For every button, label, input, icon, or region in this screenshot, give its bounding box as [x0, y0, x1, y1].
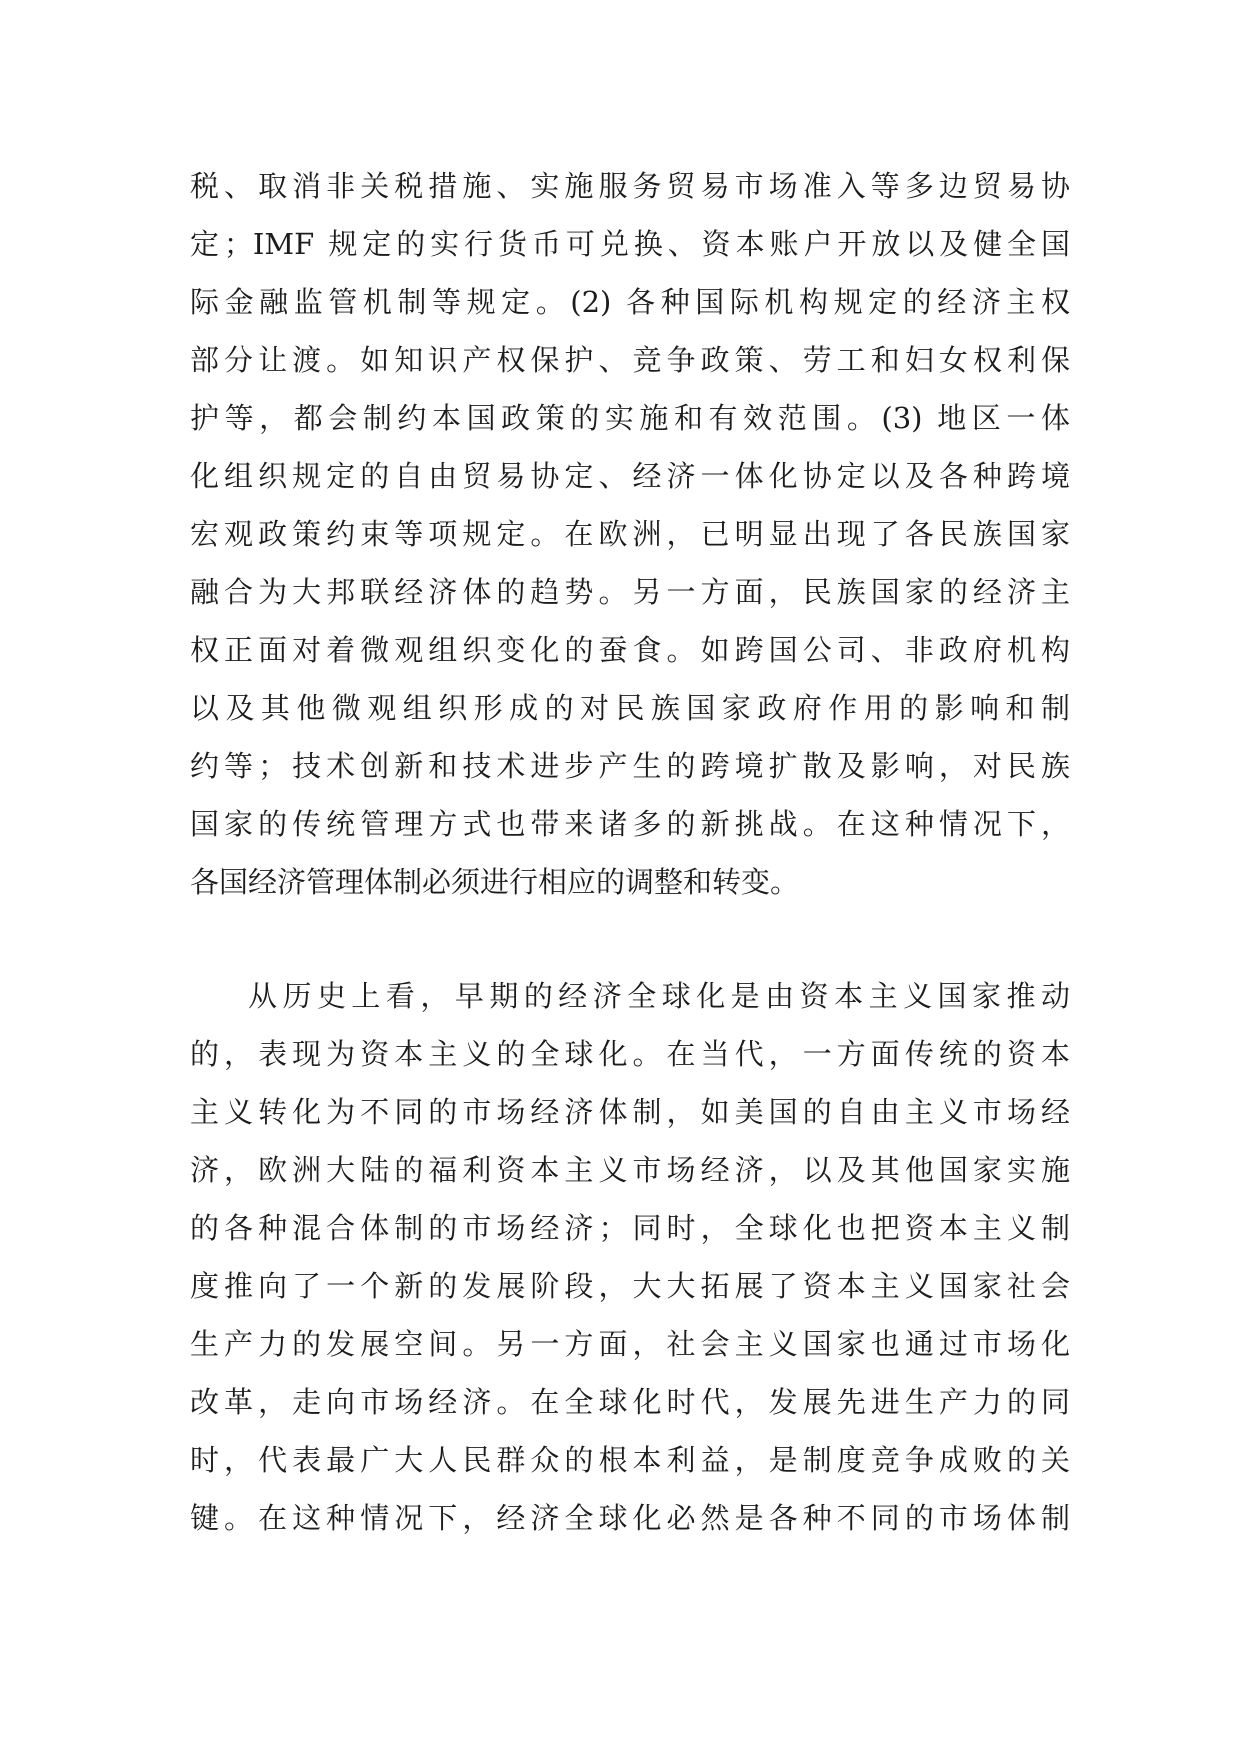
text-line: 以及其他微观组织形成的对民族国家政府作用的影响和制: [190, 691, 1070, 725]
text-line: 的，表现为资本主义的全球化。在当代，一方面传统的资本: [190, 1037, 1070, 1071]
paragraph-2: [190, 967, 1070, 1547]
text-line: 主义转化为不同的市场经济体制，如美国的自由主义市场经: [190, 1095, 1070, 1129]
text-line: 生产力的发展空间。另一方面，社会主义国家也通过市场化: [190, 1327, 1070, 1361]
text-line: 国家的传统管理方式也带来诸多的新挑战。在这种情况下，: [190, 807, 1070, 841]
text-line: 融合为大邦联经济体的趋势。另一方面，民族国家的经济主: [190, 575, 1070, 609]
paragraph-1: [190, 157, 1070, 911]
text-line: 度推向了一个新的发展阶段，大大拓展了资本主义国家社会: [190, 1269, 1070, 1303]
text-line: 护等，都会制约本国政策的实施和有效范围。(3) 地区一体: [190, 401, 1070, 435]
text-line: 际金融监管机制等规定。(2) 各种国际机构规定的经济主权: [190, 285, 1070, 319]
text-line: 从历史上看，早期的经济全球化是由资本主义国家推动: [248, 979, 1070, 1013]
text-line: 键。在这种情况下，经济全球化必然是各种不同的市场体制: [190, 1501, 1070, 1535]
text-line: 权正面对着微观组织变化的蚕食。如跨国公司、非政府机构: [190, 633, 1070, 667]
text-line: 的各种混合体制的市场经济；同时，全球化也把资本主义制: [190, 1211, 1070, 1245]
text-line: 时，代表最广大人民群众的根本利益，是制度竞争成败的关: [190, 1443, 1070, 1477]
text-line: 宏观政策约束等项规定。在欧洲，已明显出现了各民族国家: [190, 517, 1070, 551]
text-line: 改革，走向市场经济。在全球化时代，发展先进生产力的同: [190, 1385, 1070, 1419]
text-line: 化组织规定的自由贸易协定、经济一体化协定以及各种跨境: [190, 459, 1070, 493]
text-line: 定；IMF 规定的实行货币可兑换、资本账户开放以及健全国: [190, 227, 1070, 261]
text-line: 税、取消非关税措施、实施服务贸易市场准入等多边贸易协: [190, 169, 1070, 203]
text-line: 各国经济管理体制必须进行相应的调整和转变。: [190, 865, 800, 899]
text-line: 济，欧洲大陆的福利资本主义市场经济，以及其他国家实施: [190, 1153, 1070, 1187]
text-line: 约等；技术创新和技术进步产生的跨境扩散及影响，对民族: [190, 749, 1070, 783]
text-line: 部分让渡。如知识产权保护、竞争政策、劳工和妇女权利保: [190, 343, 1070, 377]
